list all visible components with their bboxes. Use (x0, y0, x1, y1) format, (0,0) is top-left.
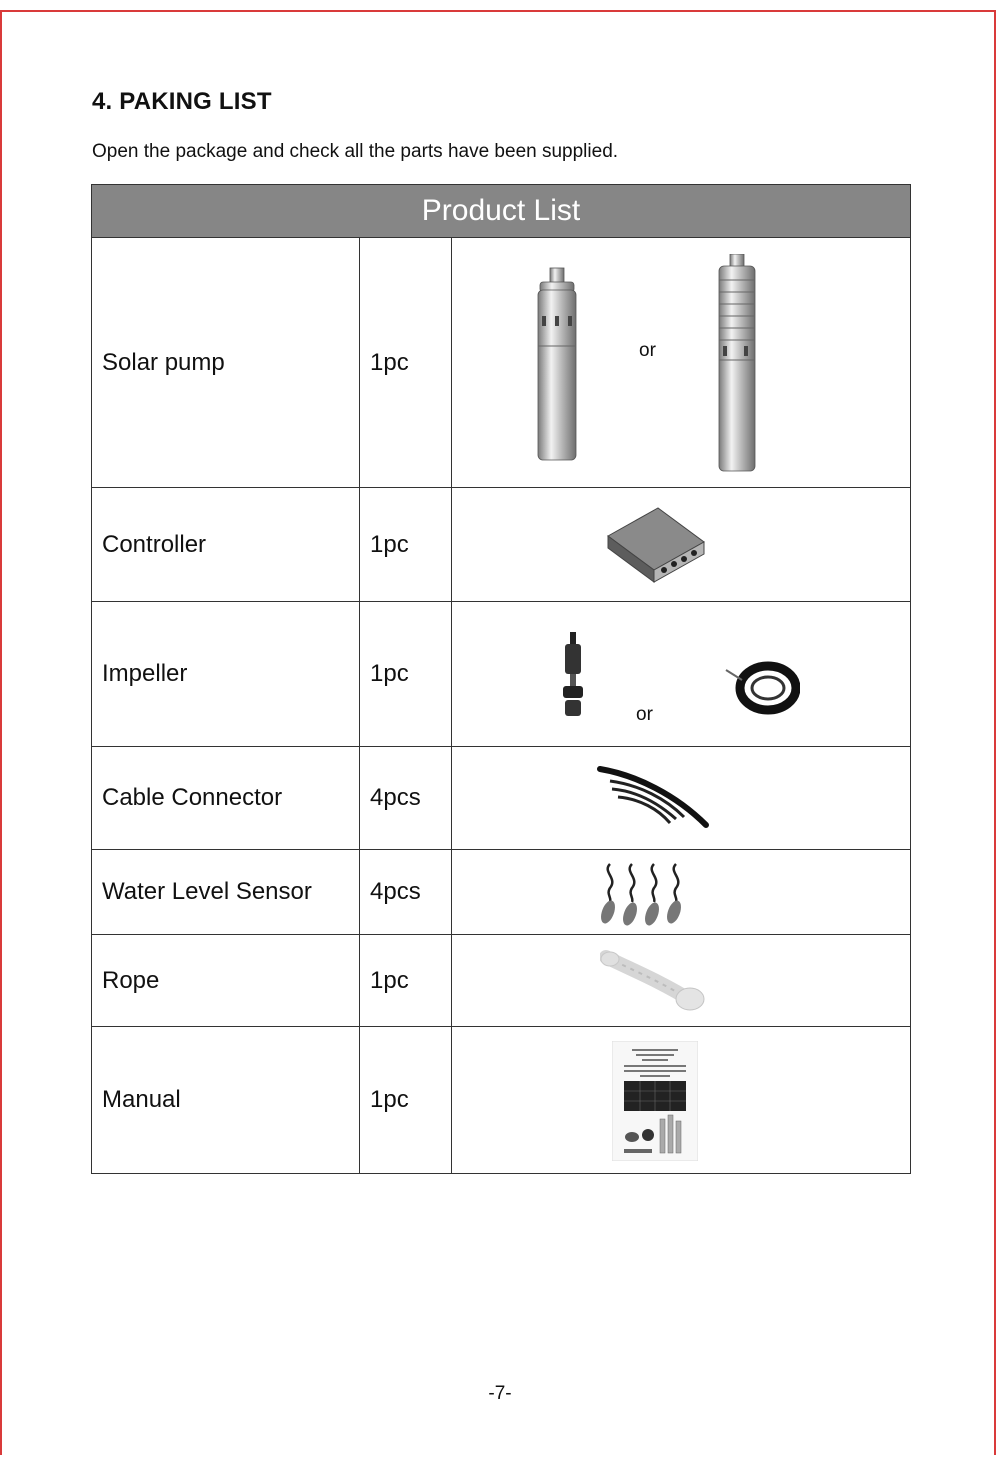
cable-coil-icon (724, 660, 800, 716)
table-row (92, 488, 911, 602)
item-image-cell (452, 1027, 911, 1174)
item-image-cell (452, 238, 911, 488)
item-qty: 1pc (360, 488, 452, 602)
page-number: -7- (488, 1383, 512, 1404)
item-qty: 1pc (360, 935, 452, 1027)
item-image-cell (452, 602, 911, 747)
intro-text: Open the package and check all the parts have been supplied. (92, 141, 619, 162)
controller-box-icon (606, 502, 706, 584)
item-name: Controller (92, 488, 360, 602)
or-separator: or (636, 704, 653, 725)
impeller-icon (560, 632, 586, 718)
heat-shrink-tube-icon (596, 761, 712, 833)
item-image-cell (452, 850, 911, 935)
table-row (92, 1027, 911, 1174)
product-list-table (91, 184, 911, 1174)
item-image-cell (452, 935, 911, 1027)
table-row (92, 602, 911, 747)
item-name: Solar pump (92, 238, 360, 488)
item-name: Cable Connector (92, 747, 360, 850)
table-row (92, 850, 911, 935)
item-qty: 1pc (360, 238, 452, 488)
item-image-cell (452, 747, 911, 850)
manual-booklet-icon (612, 1041, 698, 1161)
table-row (92, 238, 911, 488)
submersible-pump-icon (714, 254, 760, 476)
item-name: Manual (92, 1027, 360, 1174)
sensor-probe-icon (598, 858, 692, 930)
rope-icon (600, 945, 708, 1017)
item-name: Rope (92, 935, 360, 1027)
item-qty: 4pcs (360, 747, 452, 850)
item-name: Water Level Sensor (92, 850, 360, 935)
section-title: 4. PAKING LIST (92, 88, 272, 115)
submersible-pump-icon (532, 266, 582, 466)
item-name: Impeller (92, 602, 360, 747)
table-header: Product List (92, 185, 911, 238)
table-row (92, 935, 911, 1027)
or-separator: or (639, 340, 656, 361)
item-qty: 1pc (360, 1027, 452, 1174)
table-row (92, 747, 911, 850)
item-image-cell (452, 488, 911, 602)
item-qty: 4pcs (360, 850, 452, 935)
item-qty: 1pc (360, 602, 452, 747)
